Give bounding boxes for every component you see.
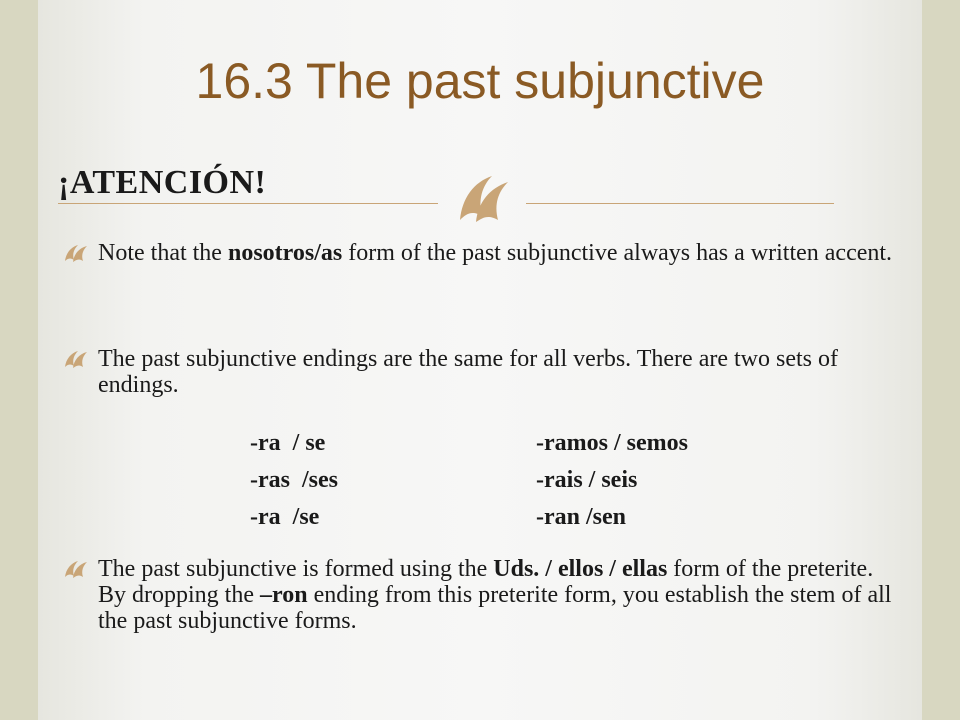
endings-row [250, 504, 810, 541]
singular-ending: -ra /se [250, 504, 320, 530]
section-heading: ¡ATENCIÓN! [58, 164, 267, 201]
divider-right [526, 203, 834, 204]
fleuron-bullet-icon [62, 243, 90, 263]
bullet-text: The past subjunctive endings are the same for all verbs. There are two sets of endings. [98, 346, 838, 398]
endings-table [250, 430, 810, 541]
list-item [62, 556, 902, 634]
list-item [62, 346, 902, 398]
plural-ending: -rais / seis [536, 467, 638, 493]
endings-row [250, 430, 810, 467]
plural-ending: -ran /sen [536, 504, 626, 530]
singular-ending: -ras /ses [250, 467, 338, 493]
plural-ending: -ramos / semos [536, 430, 688, 456]
singular-ending: -ra / se [250, 430, 326, 456]
flourish-ornament-icon [452, 170, 514, 228]
divider-left [58, 203, 438, 204]
fleuron-bullet-icon [62, 349, 90, 369]
slide-title: 16.3 The past subjunctive [195, 53, 765, 109]
list-item [62, 240, 902, 266]
bullet-text: Note that the nosotros/as form of the past subjunctive always has a written accent. [98, 240, 893, 266]
fleuron-bullet-icon [62, 559, 90, 579]
endings-row [250, 467, 810, 504]
bullet-text: The past subjunctive is formed using the Uds. / ellos / ellas form of the preterite. By dropping the –ron ending from this preterite form, you establish the stem of all the past subjunctive forms. [98, 556, 892, 634]
